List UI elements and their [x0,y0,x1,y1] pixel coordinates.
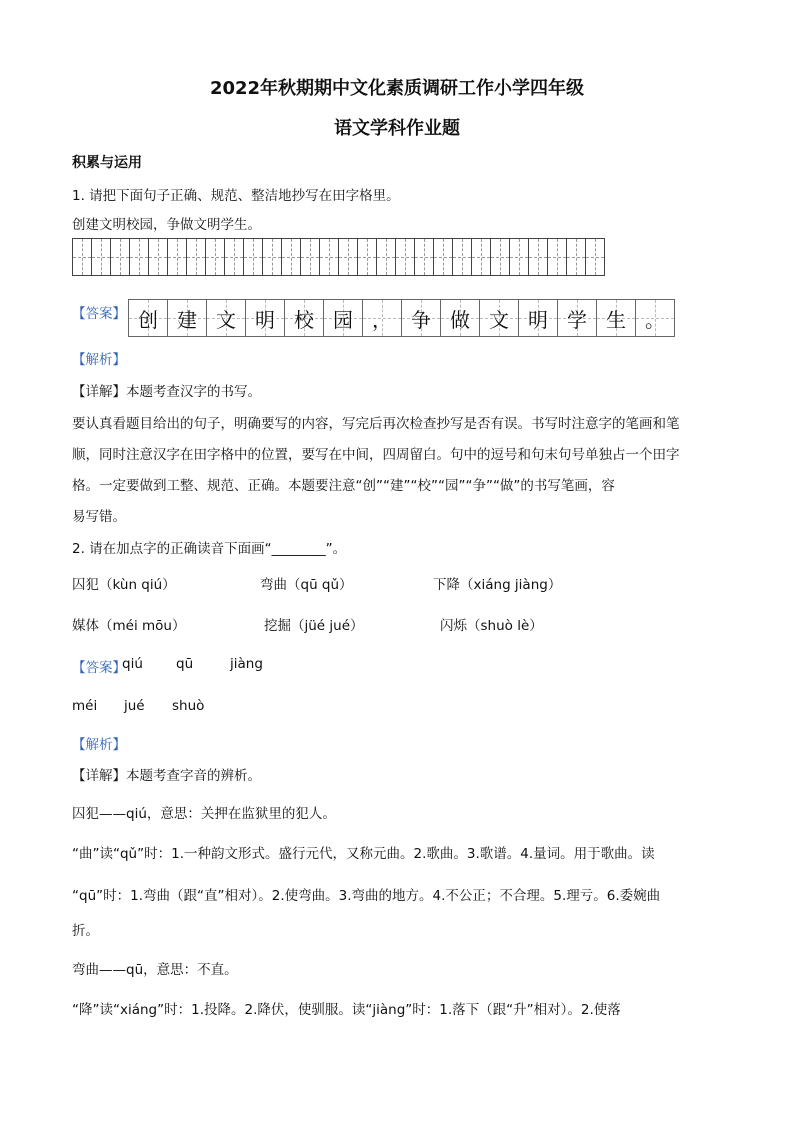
analysis-tag: 【解析】 [72,352,126,368]
answer-cell: 明 [519,300,558,336]
grid-cell[interactable] [395,238,414,276]
answer-pinyin: méi [72,698,98,714]
pinyin-item: 媒体（méi mōu） [72,618,186,634]
pinyin-item: 囚犯（kùn qiú） [72,577,176,593]
explanation-line: “曲”读“qǔ”时：1.一种韵文形式。盛行元代，又称元曲。2.歌曲。3.歌谱。4.量词。用于歌曲。读 [72,846,655,862]
question-2-prompt: 2. 请在加点字的正确读音下面画“________”。 [72,541,347,557]
document-title-line2: 语文学科作业题 [334,118,460,139]
grid-cell[interactable] [414,238,433,276]
answer-cell: 文 [207,300,246,336]
grid-cell[interactable] [243,238,262,276]
grid-cell[interactable] [148,238,167,276]
grid-cell[interactable] [205,238,224,276]
answer-cell: 生 [597,300,636,336]
explanation-paragraph: 格。一定要做到工整、规范、正确。本题要注意“创”“建”“校”“园”“争”“做”的书写笔画，容 [72,478,615,494]
answer-pinyin: jiàng [230,656,263,672]
pinyin-item: 弯曲（qū qǔ） [260,577,353,593]
detail-tag: 【详解】 [72,384,126,400]
answer-pinyin: shuò [172,698,205,714]
grid-cell[interactable] [281,238,300,276]
answer-pinyin: jué [124,698,145,714]
explanation-line: 折。 [72,923,99,939]
document-title-line1: 2022年秋期期中文化素质调研工作小学四年级 [209,78,585,99]
answer-cell: 园 [324,300,363,336]
answer-grid [128,299,675,337]
question-1-sentence: 创建文明校园，争做文明学生。 [72,217,261,233]
detail-text: 本题考查字音的辨析。 [126,768,261,784]
grid-cell[interactable] [262,238,281,276]
detail-text: 本题考查汉字的书写。 [126,384,261,400]
section-heading: 积累与运用 [72,155,142,171]
answer-cell: 创 [129,300,168,336]
grid-cell[interactable] [547,238,566,276]
grid-cell[interactable] [490,238,509,276]
answer-tag: 【答案】 [72,306,126,322]
detail-line [72,380,261,400]
answer-cell: 。 [636,300,675,336]
grid-cell[interactable] [129,238,148,276]
grid-cell[interactable] [300,238,319,276]
grid-cell[interactable] [585,238,604,276]
grid-cell[interactable] [357,238,376,276]
answer-cell: 文 [480,300,519,336]
answer-pinyin: qū [176,656,194,672]
grid-cell[interactable] [110,238,129,276]
analysis-tag: 【解析】 [72,737,126,753]
explanation-paragraph: 易写错。 [72,509,126,525]
grid-cell[interactable] [471,238,490,276]
question-1-prompt: 1. 请把下面句子正确、规范、整洁地抄写在田字格里。 [72,188,400,204]
detail-tag: 【详解】 [72,768,126,784]
answer-cell: 做 [441,300,480,336]
answer-tag: 【答案】 [72,660,126,676]
writing-grid[interactable] [72,238,605,276]
answer-cell: 建 [168,300,207,336]
grid-cell[interactable] [224,238,243,276]
answer-cell: ， [363,300,402,336]
pinyin-item: 挖掘（jüé jué） [264,618,364,634]
grid-cell[interactable] [452,238,471,276]
grid-cell[interactable] [433,238,452,276]
grid-cell[interactable] [509,238,528,276]
grid-cell[interactable] [167,238,186,276]
explanation-paragraph: 要认真看题目给出的句子，明确要写的内容，写完后再次检查抄写是否有误。书写时注意字的笔画和笔 [72,416,680,432]
grid-cell[interactable] [376,238,395,276]
explanation-line: “qū”时：1.弯曲（跟“直”相对）。2.使弯曲。3.弯曲的地方。4.不公正；不合理。5.理亏。6.委婉曲 [72,888,661,904]
detail-line [72,764,261,784]
pinyin-item: 下降（xiáng jiàng） [433,577,562,593]
grid-cell[interactable] [338,238,357,276]
grid-cell[interactable] [186,238,205,276]
explanation-paragraph: 顺，同时注意汉字在田字格中的位置，要写在中间，四周留白。句中的逗号和句末句号单独占一个田字 [72,447,680,463]
answer-cell: 学 [558,300,597,336]
explanation-line: “降”读“xiáng”时：1.投降。2.降伏，使驯服。读“jiàng”时：1.落下（跟“升”相对）。2.使落 [72,1002,621,1018]
grid-cell[interactable] [319,238,338,276]
grid-cell[interactable] [566,238,585,276]
grid-cell[interactable] [91,238,110,276]
answer-cell: 争 [402,300,441,336]
grid-cell[interactable] [72,238,91,276]
answer-pinyin: qiú [122,656,143,672]
answer-cell: 校 [285,300,324,336]
answer-cell: 明 [246,300,285,336]
grid-cell[interactable] [528,238,547,276]
pinyin-item: 闪烁（shuò lè） [440,618,543,634]
explanation-line: 囚犯——qiú，意思：关押在监狱里的犯人。 [72,806,336,822]
explanation-line: 弯曲——qū，意思：不直。 [72,962,238,978]
